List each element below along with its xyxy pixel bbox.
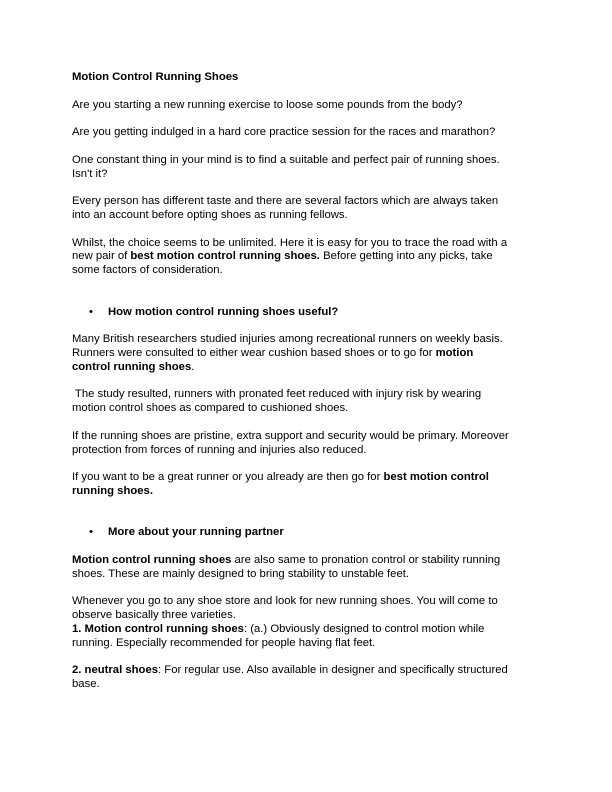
paragraph xyxy=(72,471,542,499)
list-item xyxy=(72,623,542,637)
text-line: The study resulted, runners with pronated feet reduced with injury risk by wearing xyxy=(72,388,482,401)
bold-text: best motion control xyxy=(383,471,489,484)
paragraph xyxy=(72,388,542,416)
text-line xyxy=(72,361,542,375)
text-run: If you want to be a great runner or you already are then go for xyxy=(72,471,384,484)
bold-text: motion xyxy=(435,346,474,359)
text-line xyxy=(72,471,542,485)
paragraph xyxy=(72,554,542,582)
text-line: Whenever you go to any shoe store and look for new running shoes. You will come to xyxy=(72,595,498,608)
text-run: are also same to pronation control or stability running xyxy=(231,553,501,566)
paragraph: Are you getting indulged in a hard core practice session for the races and marathon? xyxy=(72,126,496,139)
text-line: Whilst, the choice seems to be unlimited. Here it is easy for you to trace the road with a xyxy=(72,236,508,249)
text-line: some factors of consideration. xyxy=(72,264,223,277)
text-line xyxy=(72,347,542,361)
paragraph xyxy=(72,664,542,692)
heading-text: More about your running partner xyxy=(108,526,284,539)
bold-text: 1. Motion control running shoes xyxy=(72,622,244,635)
document-page xyxy=(72,71,542,692)
text-line: One constant thing in your mind is to find a suitable and perfect pair of running shoes. xyxy=(72,153,500,166)
paragraph xyxy=(72,154,542,182)
text-run: : (a.) Obviously designed to control motion while xyxy=(243,622,485,635)
list-item xyxy=(72,664,542,678)
text-line: Isn't it? xyxy=(72,167,108,180)
text-line: into an account before opting shoes as running fellows. xyxy=(72,208,348,221)
section-heading xyxy=(72,306,542,320)
text-run: . xyxy=(191,360,195,373)
text-line: running. Especially recommended for people having flat feet. xyxy=(72,636,376,649)
bullet-icon: • xyxy=(89,526,93,539)
document-title: Motion Control Running Shoes xyxy=(72,71,239,83)
text-line: base. xyxy=(72,678,100,691)
text-line: motion control shoes as compared to cushioned shoes. xyxy=(72,402,349,415)
text-line: If the running shoes are pristine, extra support and security would be primary. Moreover xyxy=(72,429,509,442)
bold-text: best motion control running shoes. xyxy=(130,250,320,263)
paragraph xyxy=(72,237,542,278)
text-run: Runners were consulted to either wear cushion based shoes or to go for xyxy=(72,346,436,359)
text-line: observe basically three varieties. xyxy=(72,609,236,622)
text-run: Before getting into any picks, take xyxy=(319,250,493,263)
text-line: protection from forces of running and injuries also reduced. xyxy=(72,443,367,456)
section-heading xyxy=(72,526,542,540)
paragraph xyxy=(72,430,542,458)
text-line: Many British researchers studied injuries among recreational runners on weekly basis. xyxy=(72,333,503,346)
bold-text: running shoes. xyxy=(72,484,153,497)
bold-text: 2. neutral shoes xyxy=(72,664,159,677)
text-line xyxy=(72,554,542,568)
paragraph xyxy=(72,333,542,374)
text-line xyxy=(72,250,542,264)
text-run: new pair of xyxy=(72,250,131,263)
heading-text: How motion control running shoes useful? xyxy=(108,305,339,318)
text-line: Every person has different taste and there are several factors which are always taken xyxy=(72,195,499,208)
bold-text: Motion control running shoes xyxy=(72,553,232,566)
paragraph: Are you starting a new running exercise to loose some pounds from the body? xyxy=(72,98,463,111)
text-run: : For regular use. Also available in designer and specifically structured xyxy=(158,664,508,677)
bold-text: control running shoes xyxy=(72,360,192,373)
paragraph xyxy=(72,195,542,223)
bullet-icon: • xyxy=(89,305,93,318)
paragraph xyxy=(72,595,542,650)
text-line: shoes. These are mainly designed to bring stability to unstable feet. xyxy=(72,567,410,580)
